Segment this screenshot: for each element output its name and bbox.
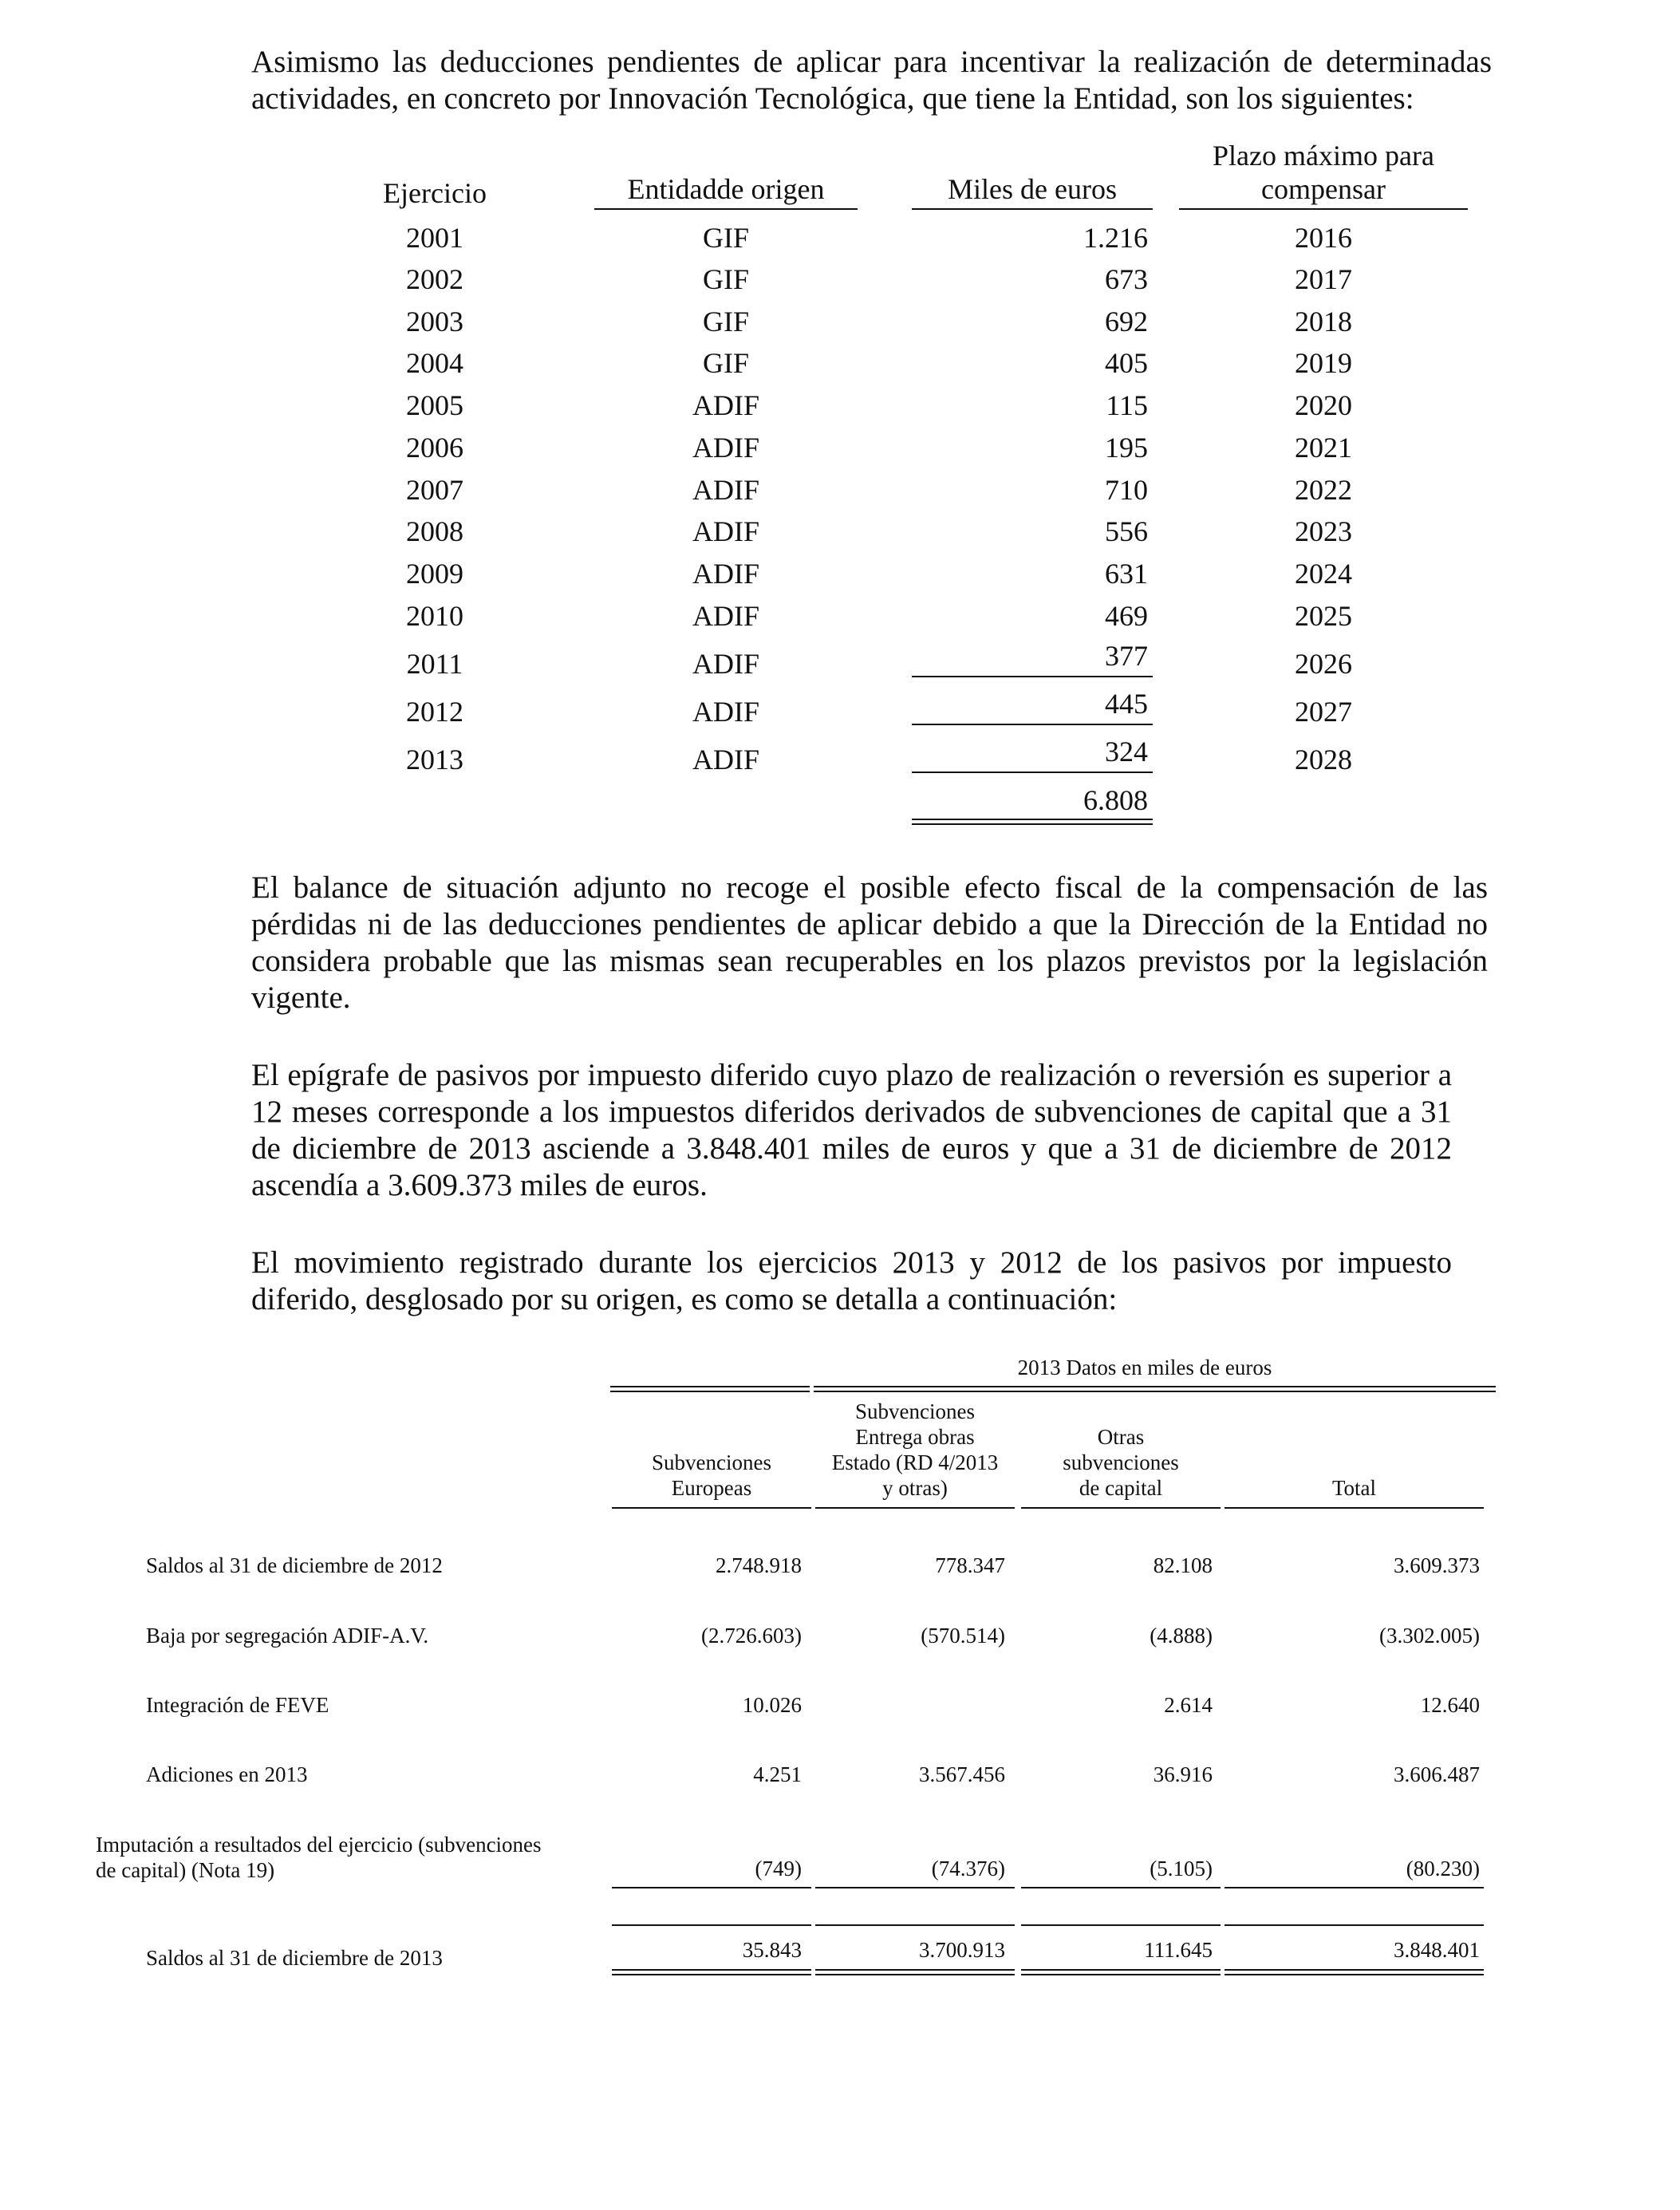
column-header-underline	[1225, 1507, 1484, 1509]
header-ejercicio: Ejercicio	[383, 177, 487, 209]
row-label: Baja por segregación ADIF-A.V.	[146, 1624, 429, 1648]
header-plazo: Plazo máximo para	[1213, 140, 1434, 172]
deducciones-cell-entidad: ADIF	[692, 696, 759, 728]
column-header-line: Otras	[1097, 1425, 1145, 1449]
deducciones-cell-entidad: ADIF	[692, 648, 759, 680]
row-underline	[815, 1924, 1015, 1926]
deducciones-cell-entidad: ADIF	[692, 558, 759, 590]
deducciones-cell-plazo: 2017	[1295, 263, 1352, 295]
row-label: Integración de FEVE	[146, 1693, 329, 1717]
deducciones-cell-entidad: ADIF	[692, 515, 759, 547]
column-header-line: Total	[1331, 1476, 1377, 1500]
row-value: 35.843	[742, 1938, 802, 1962]
deducciones-cell-plazo: 2022	[1295, 474, 1352, 506]
deducciones-cell-plazo: 2026	[1295, 648, 1352, 680]
deducciones-cell-entidad: GIF	[702, 306, 749, 337]
deducciones-cell-entidad: ADIF	[692, 744, 759, 775]
row-value: 3.606.487	[1394, 1762, 1480, 1786]
deducciones-cell-entidad: ADIF	[692, 389, 759, 421]
total-double-rule	[912, 819, 1153, 825]
row-value: 778.347	[935, 1553, 1005, 1577]
deducciones-cell-ejercicio: 2011	[406, 648, 463, 680]
deducciones-cell-miles: 692	[1105, 306, 1148, 337]
deducciones-cell-miles: 445	[1105, 688, 1148, 720]
row-underline	[1021, 1924, 1221, 1926]
total-double-rule	[612, 1969, 811, 1975]
row-value: 4.251	[753, 1762, 802, 1786]
deducciones-cell-ejercicio: 2007	[406, 474, 463, 506]
deducciones-cell-ejercicio: 2009	[406, 558, 463, 590]
row-underline	[912, 724, 1153, 725]
row-value: 111.645	[1144, 1938, 1213, 1962]
deducciones-cell-miles: 631	[1105, 558, 1148, 590]
row-label: Adiciones en 2013	[146, 1762, 308, 1786]
deducciones-cell-entidad: GIF	[702, 222, 749, 254]
row-underline	[1021, 1887, 1221, 1888]
column-header-line: subvenciones	[1063, 1450, 1179, 1474]
deducciones-cell-miles: 469	[1105, 600, 1148, 632]
deducciones-cell-entidad: ADIF	[692, 600, 759, 632]
deducciones-cell-entidad: ADIF	[692, 432, 759, 464]
row-underline	[612, 1887, 811, 1888]
header-underline	[912, 208, 1153, 210]
row-value: 12.640	[1420, 1693, 1480, 1717]
row-value: (4.888)	[1150, 1624, 1213, 1648]
row-underline	[1225, 1924, 1484, 1926]
column-header-line: de capital	[1079, 1476, 1163, 1500]
row-underline	[815, 1887, 1015, 1888]
row-value: (5.105)	[1150, 1857, 1213, 1880]
row-value: (80.230)	[1406, 1857, 1480, 1880]
deducciones-cell-plazo: 2021	[1295, 432, 1352, 464]
row-value: 82.108	[1153, 1553, 1213, 1577]
deducciones-cell-plazo: 2027	[1295, 696, 1352, 728]
super-header-double-rule	[814, 1386, 1496, 1392]
deducciones-cell-ejercicio: 2005	[406, 389, 463, 421]
row-value: (749)	[755, 1857, 802, 1880]
deducciones-cell-plazo: 2018	[1295, 306, 1352, 337]
super-header-double-rule	[610, 1386, 810, 1392]
deducciones-cell-miles: 115	[1106, 389, 1148, 421]
row-underline	[912, 772, 1153, 773]
row-underline	[612, 1924, 811, 1926]
row-value: 3.848.401	[1394, 1938, 1480, 1962]
deducciones-cell-ejercicio: 2004	[406, 347, 463, 379]
column-header-line: Subvenciones	[855, 1399, 975, 1423]
row-label: Saldos al 31 de diciembre de 2012	[146, 1553, 443, 1577]
header-entidad-origen: Entidadde origen	[627, 173, 825, 205]
row-value: 3.567.456	[919, 1762, 1005, 1786]
row-value: (74.376)	[931, 1857, 1005, 1880]
row-value: 2.614	[1164, 1693, 1213, 1717]
column-header-line: Entrega obras	[855, 1425, 975, 1449]
row-value: (570.514)	[921, 1624, 1005, 1648]
deducciones-cell-ejercicio: 2013	[406, 744, 463, 775]
row-label: Saldos al 31 de diciembre de 2013	[146, 1946, 443, 1970]
deducciones-cell-miles: 377	[1105, 640, 1148, 672]
movimiento-paragraph: El movimiento registrado durante los ejercicios 2013 y 2012 de los pasivos por impuesto diferido, desglosado por su origen, es como se detalla a continuación:	[251, 1245, 1452, 1316]
deducciones-cell-ejercicio: 2010	[406, 600, 463, 632]
row-label: de capital) (Nota 19)	[96, 1858, 275, 1882]
deducciones-cell-miles: 195	[1105, 432, 1148, 464]
deducciones-cell-ejercicio: 2003	[406, 306, 463, 337]
header-miles-euros: Miles de euros	[948, 173, 1117, 205]
header-underline	[594, 208, 858, 210]
row-value: 3.700.913	[919, 1938, 1005, 1962]
row-value: 2.748.918	[716, 1553, 802, 1577]
row-underline	[1225, 1887, 1484, 1888]
deducciones-cell-plazo: 2020	[1295, 389, 1352, 421]
column-header-underline	[612, 1507, 811, 1509]
deducciones-cell-miles: 556	[1105, 515, 1148, 547]
row-value: 36.916	[1153, 1762, 1213, 1786]
total-double-rule	[1225, 1969, 1484, 1975]
header-plazo-2: compensar	[1261, 173, 1386, 205]
deducciones-table	[0, 0, 1680, 846]
deducciones-cell-ejercicio: 2008	[406, 515, 463, 547]
intro-paragraph: Asimismo las deducciones pendientes de aplicar para incentivar la realización de determinadas actividades, en concreto por Innovación Tecnológica, que tiene la Entidad, son los siguientes:	[251, 45, 1492, 116]
row-underline	[912, 676, 1153, 677]
column-header-line: Estado (RD 4/2013	[831, 1450, 999, 1474]
deducciones-cell-entidad: ADIF	[692, 474, 759, 506]
deducciones-cell-entidad: GIF	[702, 263, 749, 295]
total-miles: 6.808	[1083, 784, 1148, 816]
deducciones-cell-miles: 405	[1105, 347, 1148, 379]
row-value: 10.026	[742, 1693, 802, 1717]
row-value: (2.726.603)	[701, 1624, 802, 1648]
deducciones-cell-plazo: 2023	[1295, 515, 1352, 547]
column-header-underline	[815, 1507, 1015, 1509]
row-value: (3.302.005)	[1379, 1624, 1480, 1648]
deducciones-cell-ejercicio: 2002	[406, 263, 463, 295]
deducciones-cell-plazo: 2019	[1295, 347, 1352, 379]
deducciones-cell-plazo: 2025	[1295, 600, 1352, 632]
deducciones-cell-miles: 673	[1105, 263, 1148, 295]
deducciones-cell-miles: 324	[1105, 736, 1148, 768]
deducciones-cell-ejercicio: 2012	[406, 696, 463, 728]
pasivos-paragraph: El epígrafe de pasivos por impuesto diferido cuyo plazo de realización o reversión es superior a 12 meses corresponde a los impuestos diferidos derivados de subvenciones de capital que a 31 de diciembre de 2013 asciende a 3.848.401 miles de euros y que a 31 de diciembre de 2012 ascendía a 3.609.373 miles de euros.	[251, 1058, 1452, 1202]
deducciones-cell-ejercicio: 2001	[406, 222, 463, 254]
deducciones-cell-plazo: 2024	[1295, 558, 1352, 590]
total-double-rule	[1021, 1969, 1221, 1975]
deducciones-cell-entidad: GIF	[702, 347, 749, 379]
row-label: Imputación a resultados del ejercicio (subvenciones	[96, 1833, 542, 1857]
total-double-rule	[815, 1969, 1015, 1975]
super-header: 2013 Datos en miles de euros	[1017, 1356, 1272, 1379]
deducciones-cell-plazo: 2016	[1295, 222, 1352, 254]
deducciones-cell-plazo: 2028	[1295, 744, 1352, 775]
row-value: 3.609.373	[1394, 1553, 1480, 1577]
column-header-line: Europeas	[671, 1476, 752, 1500]
deducciones-cell-ejercicio: 2006	[406, 432, 463, 464]
deducciones-cell-miles: 1.216	[1083, 222, 1148, 254]
column-header-line: y otras)	[882, 1476, 948, 1500]
header-underline	[1179, 208, 1468, 210]
deducciones-cell-miles: 710	[1105, 474, 1148, 506]
column-header-line: Subvenciones	[652, 1450, 771, 1474]
column-header-underline	[1021, 1507, 1221, 1509]
balance-paragraph: El balance de situación adjunto no recoge el posible efecto fiscal de la compensación de las pérdidas ni de las deducciones pendientes de aplicar debido a que la Dirección de la Entidad no considera probable que las mismas sean recuperables en los plazos previstos por la legislación vigente.	[251, 870, 1488, 1015]
